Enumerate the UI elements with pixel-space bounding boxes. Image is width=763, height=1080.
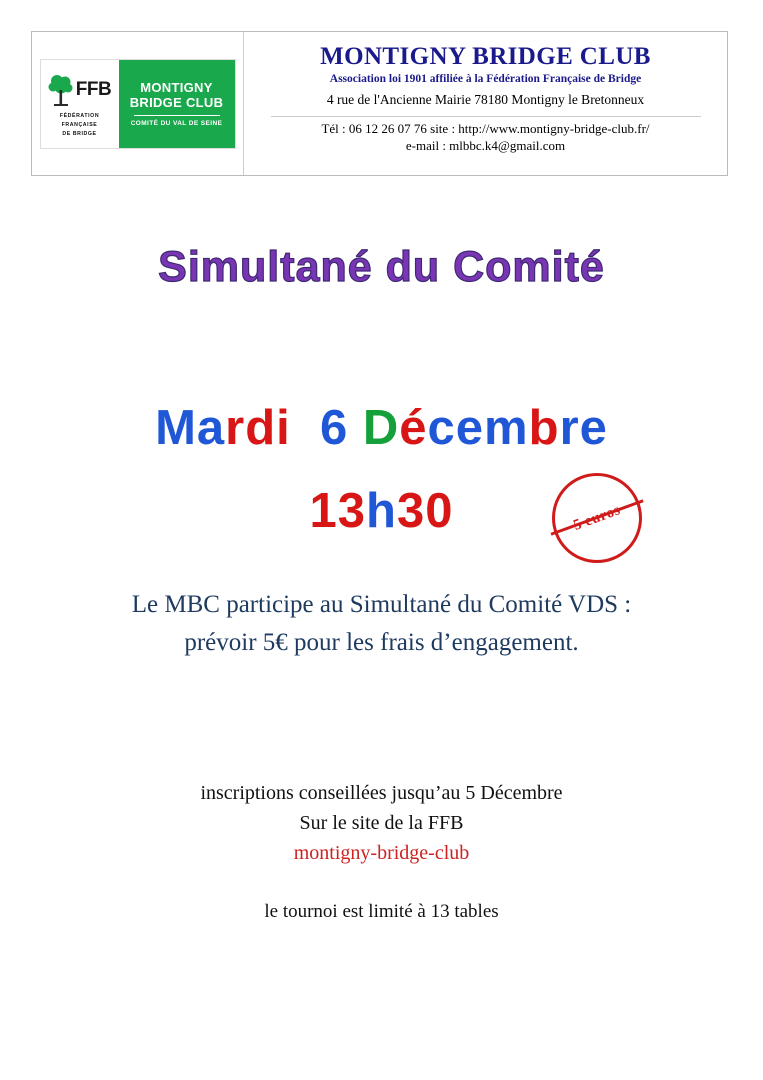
ffb-line-1: FÉDÉRATION — [59, 113, 100, 119]
event-date — [0, 400, 763, 456]
registration-deadline: inscriptions conseillées jusqu’au 5 Décembre — [200, 782, 563, 804]
club-site-link[interactable]: montigny-bridge-club — [293, 842, 470, 864]
intro-line-2: prévoir 5€ pour les frais d’engagement. — [184, 629, 579, 656]
event-time-seg-2: 30 — [396, 484, 454, 538]
mbc-logo-line-1: MONTIGNY — [140, 80, 213, 95]
intro-line-1: Le MBC participe au Simultané du Comité VDS : — [131, 591, 632, 618]
price-stamp — [552, 473, 642, 563]
mbc-logo-line-2: BRIDGE CLUB — [129, 95, 224, 110]
club-info — [244, 32, 727, 175]
ffb-line-3: DE BRIDGE — [62, 131, 97, 137]
table-limit-note: le tournoi est limité à 13 tables — [264, 901, 499, 922]
footer-block — [0, 778, 763, 927]
club-logo — [40, 59, 236, 149]
ffb-initials: FFB — [75, 79, 112, 100]
event-date-seg-5: cem — [427, 401, 529, 455]
club-address: 4 rue de l'Ancienne Mairie 78180 Montigny le Bretonneux — [326, 92, 645, 107]
club-association: Association loi 1901 affiliée à la Fédération Française de Bridge — [329, 73, 642, 85]
mbc-logo-divider — [134, 115, 220, 116]
event-date-seg-2: 6 — [290, 401, 363, 455]
event-date-seg-0: Ma — [155, 401, 226, 455]
ffb-logo-top — [48, 69, 111, 111]
event-date-seg-3: D — [362, 401, 400, 455]
event-time-seg-1: h — [366, 484, 397, 538]
ffb-line-2: FRANÇAISE — [61, 122, 98, 128]
stamp-label: 5 euros — [571, 501, 623, 534]
event-time-seg-0: 13 — [309, 484, 367, 538]
contact-divider — [271, 116, 701, 117]
mbc-logo-committee: COMITÉ DU VAL DE SEINE — [130, 120, 223, 127]
event-date-seg-6: b — [528, 401, 560, 455]
club-tel-and-site: Tél : 06 12 26 07 76 site : http://www.montigny-bridge-club.fr/ — [321, 121, 650, 136]
tree-icon — [48, 73, 74, 107]
club-email: e-mail : mlbbc.k4@gmail.com — [405, 138, 566, 153]
event-date-seg-1: rdi — [225, 401, 291, 455]
letterhead-box — [31, 31, 728, 176]
event-date-seg-7: re — [559, 401, 608, 455]
mbc-logo — [119, 60, 235, 148]
logo-cell — [32, 32, 244, 175]
page-title: Simultané du Comité — [158, 243, 605, 291]
registration-site: Sur le site de la FFB — [299, 812, 464, 834]
intro-paragraph — [0, 586, 763, 662]
event-date-seg-4: é — [399, 401, 428, 455]
club-title: MONTIGNY BRIDGE CLUB — [320, 43, 651, 70]
ffb-logo — [41, 60, 119, 148]
